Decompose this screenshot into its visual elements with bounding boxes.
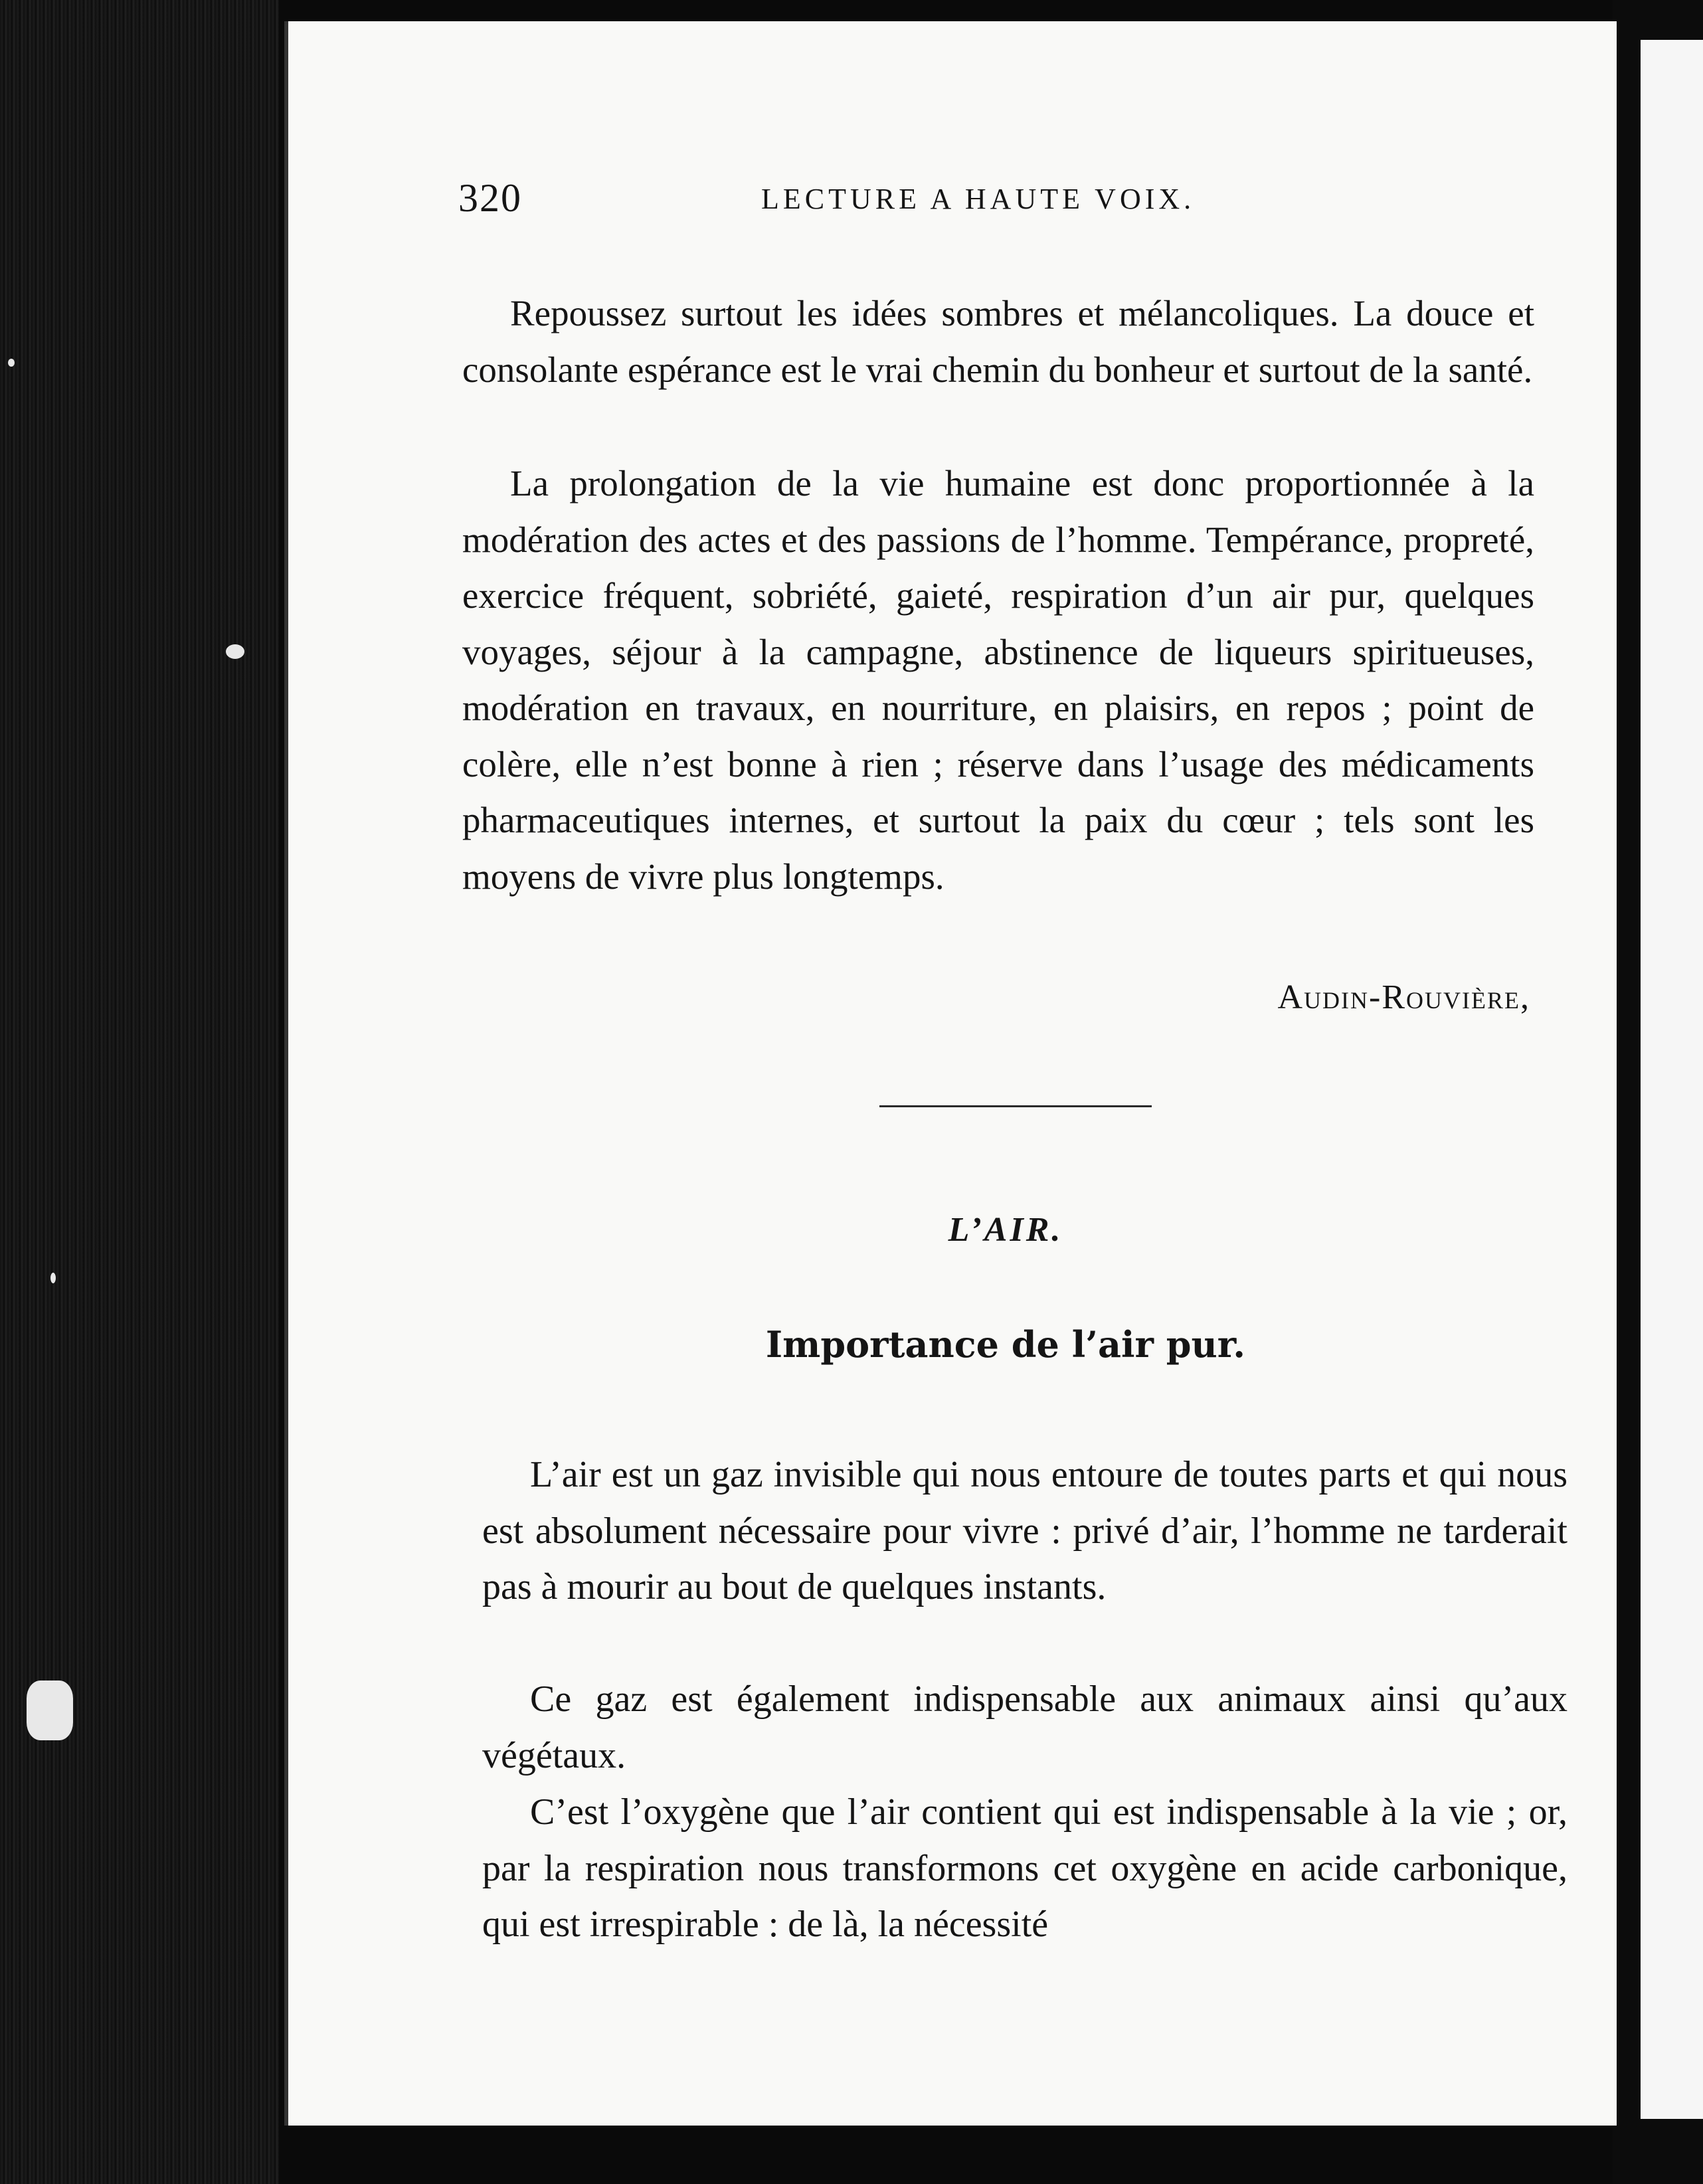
running-head	[458, 175, 1521, 228]
running-header-title: LECTURE A HAUTE VOIX.	[761, 183, 1196, 215]
binding-speck	[226, 644, 244, 659]
next-page-sliver	[1641, 40, 1703, 2119]
section-subtitle: Importance de l’air pur.	[765, 1323, 1246, 1366]
author-signature: Audin-Rouvière,	[1277, 978, 1530, 1016]
book-binding-edge	[0, 0, 279, 2184]
section-separator-rule	[879, 1105, 1152, 1107]
page-sheet	[284, 21, 1617, 2126]
paragraph-2: La prolongation de la vie humaine est donc proportionnée à la modération des actes et des passions de l’homme. Tempérance, propreté, exercice fréquent, sobriété, gaieté, respiration d’un air pur, quelques voyages, séjour à la campagne, abstinence de liqueurs spiritueuses, modération en travaux, en nourriture, en plaisirs, en repos ; point de colère, elle n’est bonne à rien ; réserve dans l’usage des médicaments pharmaceutiques internes, et surtout la paix du cœur ; tels sont les moyens de vivre plus longtemps.	[462, 463, 1534, 897]
paragraph-5: C’est l’oxygène que l’air contient qui est indispensable à la vie ; or, par la respiration nous transformons cet oxygène en acide carbonique, qui est irrespirable : de là, la nécessité	[482, 1791, 1568, 1945]
page-number: 320	[458, 176, 522, 220]
right-page-edge	[1613, 0, 1703, 2184]
paragraph-3: L’air est un gaz invisible qui nous entoure de toutes parts et qui nous est absolument nécessaire pour vivre : privé d’air, l’homme ne tarderait pas à mourir au bout de quelques instants.	[482, 1454, 1568, 1607]
section-title: L’AIR.	[948, 1211, 1063, 1249]
paragraph-4: Ce gaz est également indispensable aux animaux ainsi qu’aux végétaux.	[482, 1679, 1568, 1776]
binding-speck	[27, 1681, 73, 1740]
binding-speck	[50, 1273, 56, 1283]
binding-speck	[8, 359, 15, 367]
paragraph-1: Repoussez surtout les idées sombres et mélancoliques. La douce et consolante espérance est le vrai chemin du bonheur et surtout de la santé.	[462, 293, 1534, 390]
